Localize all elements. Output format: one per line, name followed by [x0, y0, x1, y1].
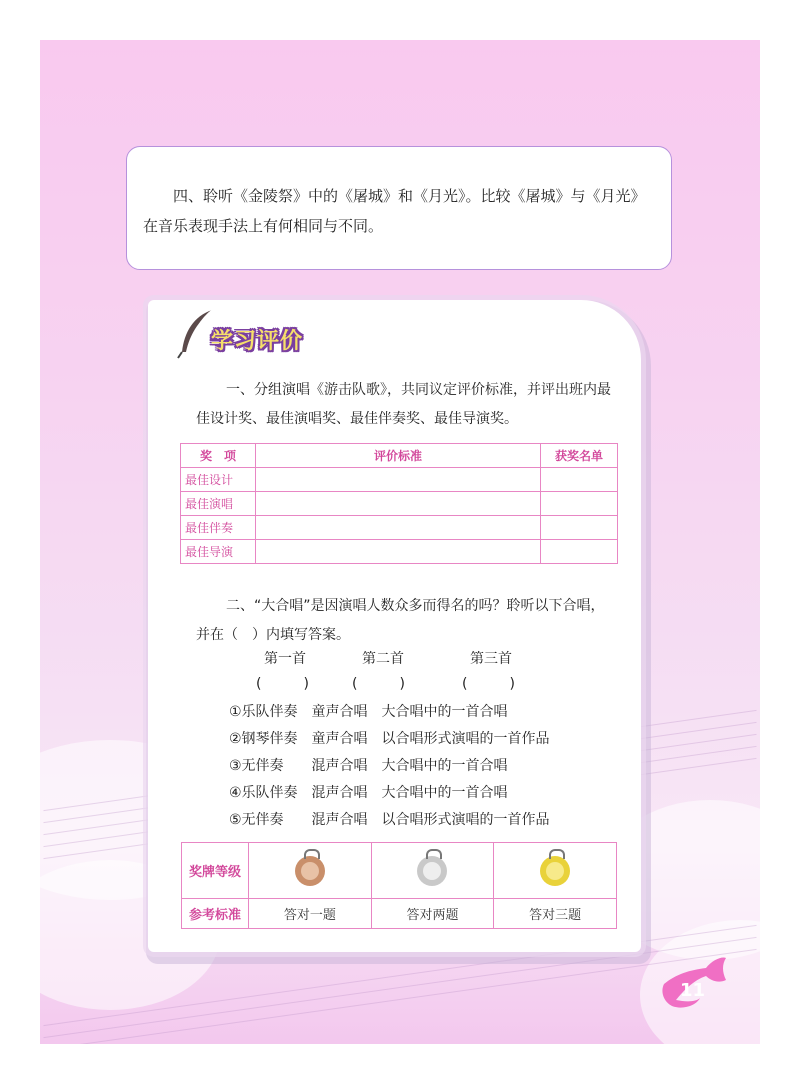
header-winners: 获奖名单 — [541, 444, 618, 468]
option-3: ③无伴奏 混声合唱 大合唱中的一首合唱 — [229, 758, 508, 774]
award-name: 最佳导演 — [181, 540, 256, 564]
option-1: ①乐队伴奏 童声合唱 大合唱中的一首合唱 — [229, 704, 508, 720]
option-2: ②钢琴伴奏 童声合唱 以合唱形式演唱的一首作品 — [229, 731, 550, 747]
winner-cell[interactable] — [541, 492, 618, 516]
medal-cell — [249, 843, 372, 899]
award-name: 最佳设计 — [181, 468, 256, 492]
header-award: 奖 项 — [181, 444, 256, 468]
table-row — [181, 540, 618, 564]
criteria-label: 参考标准 — [182, 899, 249, 929]
table-row — [181, 492, 618, 516]
medal-cell — [494, 843, 617, 899]
table-row — [181, 516, 618, 540]
criteria-row — [182, 899, 617, 929]
criteria-cell[interactable] — [256, 540, 541, 564]
criteria-cell[interactable] — [256, 516, 541, 540]
question-two-text: 二、“大合唱”是因演唱人数众多而得名的吗？聆听以下合唱，并在（ ）内填写答案。 — [196, 598, 605, 643]
option-4: ④乐队伴奏 混声合唱 大合唱中的一首合唱 — [229, 785, 508, 801]
header-criteria: 评价标准 — [256, 444, 541, 468]
silver-medal-icon — [417, 856, 447, 886]
song-three-label: 第三首 — [470, 651, 512, 667]
award-name: 最佳演唱 — [181, 492, 256, 516]
table-row — [181, 468, 618, 492]
song-one-label: 第一首 — [264, 651, 306, 667]
award-name: 最佳伴奏 — [181, 516, 256, 540]
gold-medal-icon — [540, 856, 570, 886]
option-5: ⑤无伴奏 混声合唱 以合唱形式演唱的一首作品 — [229, 812, 550, 828]
answer-blank-three[interactable]: ( ) — [462, 676, 515, 692]
medal-table — [181, 842, 617, 929]
criteria-cell[interactable] — [256, 492, 541, 516]
criteria-value: 答对三题 — [494, 899, 617, 929]
winner-cell[interactable] — [541, 468, 618, 492]
medal-cell — [371, 843, 494, 899]
table-header-row — [181, 444, 618, 468]
page-number: 11 — [680, 980, 706, 1001]
answer-blank-one[interactable]: ( ) — [256, 676, 309, 692]
winner-cell[interactable] — [541, 540, 618, 564]
bronze-medal-icon — [295, 856, 325, 886]
section-title: 学习评价 — [211, 329, 304, 354]
criteria-value: 答对两题 — [371, 899, 494, 929]
criteria-value: 答对一题 — [249, 899, 372, 929]
criteria-cell[interactable] — [256, 468, 541, 492]
question-one-text: 一、分组演唱《游击队歌》，共同议定评价标准，并评出班内最佳设计奖、最佳演唱奖、最佳伴奏奖、最佳导演奖。 — [196, 382, 611, 427]
winner-cell[interactable] — [541, 516, 618, 540]
answer-blank-two[interactable]: ( ) — [352, 676, 405, 692]
award-table — [180, 443, 618, 564]
song-two-label: 第二首 — [362, 651, 404, 667]
question-four-text: 四、聆听《金陵祭》中的《屠城》和《月光》。比较《屠城》与《月光》在音乐表现手法上有何相同与不同。 — [143, 187, 646, 235]
feather-quill-icon — [176, 308, 216, 360]
medal-level-label: 奖牌等级 — [182, 843, 249, 899]
medal-row — [182, 843, 617, 899]
page-number-horn-icon — [656, 950, 728, 1010]
question-four-box — [126, 146, 672, 270]
